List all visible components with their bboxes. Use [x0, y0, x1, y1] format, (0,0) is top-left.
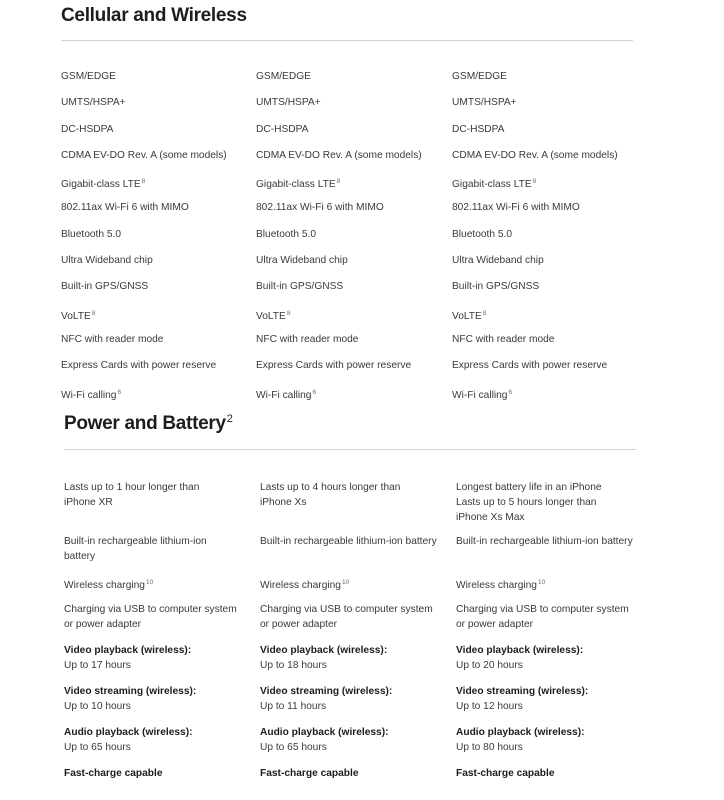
- spec-item-text: NFC with reader mode: [452, 333, 555, 345]
- spec-item: [256, 149, 446, 175]
- footnote-marker: 8: [482, 309, 487, 317]
- battery-spec-item: [456, 534, 646, 549]
- spec-item: [61, 228, 251, 254]
- battery-spec-item: [64, 725, 254, 755]
- footnote-marker: 8: [336, 178, 341, 186]
- battery-spec-text: or power adapter: [456, 619, 534, 630]
- spec-item: [256, 228, 446, 254]
- spec-item: [256, 70, 446, 96]
- battery-spec-item: [456, 766, 646, 781]
- spec-item-text: Ultra Wideband chip: [452, 255, 544, 267]
- battery-spec-text: Up to 80 hours: [456, 742, 523, 753]
- spec-item-text: DC-HSDPA: [256, 123, 309, 135]
- spec-item-text: UMTS/HSPA+: [256, 97, 321, 109]
- battery-spec-item: [456, 725, 646, 755]
- spec-item: [256, 280, 446, 306]
- spec-item: [452, 96, 642, 122]
- spec-item-text: 802.11ax Wi-Fi 6 with MIMO: [256, 202, 384, 214]
- spec-item: [256, 333, 446, 359]
- battery-spec-text: Up to 12 hours: [456, 701, 523, 712]
- battery-spec-text: battery: [64, 551, 96, 562]
- spec-item-text: Express Cards with power reserve: [452, 360, 608, 372]
- battery-spec-item: [456, 575, 646, 593]
- spec-item: [452, 175, 642, 201]
- spec-item-text: NFC with reader mode: [256, 333, 359, 345]
- battery-spec-item: [64, 602, 254, 632]
- battery-spec-label: Audio playback (wireless):: [456, 727, 585, 738]
- cellular-column-1: [61, 70, 251, 412]
- battery-spec-text: or power adapter: [64, 619, 142, 630]
- spec-item: [61, 333, 251, 359]
- spec-item: [256, 254, 446, 280]
- battery-spec-text: Lasts up to 5 hours longer than: [456, 497, 597, 508]
- spec-item-text: GSM/EDGE: [256, 71, 311, 82]
- section-divider: [61, 40, 633, 41]
- spec-item: [61, 359, 251, 385]
- spec-item-text: Bluetooth 5.0: [61, 228, 122, 240]
- battery-spec-text: Up to 65 hours: [260, 742, 327, 753]
- battery-spec-label: Video streaming (wireless):: [456, 686, 589, 697]
- spec-item: [452, 280, 642, 306]
- spec-item-text: VoLTE: [61, 310, 91, 322]
- battery-spec-item: [456, 602, 646, 632]
- battery-spec-item: [260, 725, 450, 755]
- footnote-marker: 10: [537, 579, 546, 586]
- battery-spec-text: Wireless charging$^{10}$: [260, 579, 350, 591]
- spec-item-text: CDMA EV-DO Rev. A (some models): [256, 149, 422, 161]
- spec-item-text: Ultra Wideband chip: [256, 255, 348, 267]
- spec-item-text: Bluetooth 5.0: [256, 228, 317, 240]
- battery-spec-text: Up to 11 hours: [260, 701, 327, 712]
- spec-item: [61, 386, 251, 412]
- spec-item-text: Express Cards with power reserve: [256, 360, 412, 372]
- battery-spec-label: Fast-charge capable: [64, 768, 163, 779]
- spec-item-text: CDMA EV-DO Rev. A (some models): [61, 149, 227, 161]
- spec-item: [452, 149, 642, 175]
- battery-spec-label: Audio playback (wireless):: [260, 727, 389, 738]
- footnote-marker: 6: [508, 388, 513, 396]
- spec-item-text: Gigabit-class LTE: [61, 179, 141, 191]
- footnote-marker: 8: [141, 178, 146, 186]
- spec-item-text: GSM/EDGE: [452, 71, 507, 82]
- spec-item-text: NFC with reader mode: [61, 333, 164, 345]
- cellular-column-2: [256, 70, 446, 412]
- battery-spec-text: Lasts up to 1 hour longer than: [64, 482, 200, 493]
- spec-item-text: Bluetooth 5.0: [452, 228, 513, 240]
- battery-spec-item: [456, 643, 646, 673]
- spec-item-text: 802.11ax Wi-Fi 6 with MIMO: [61, 202, 189, 214]
- spec-item-text: Built-in GPS/GNSS: [256, 281, 344, 293]
- spec-item: [452, 386, 642, 412]
- battery-spec-text: Up to 17 hours: [64, 660, 131, 671]
- spec-item-text: DC-HSDPA: [452, 123, 505, 135]
- battery-spec-item: [260, 480, 450, 510]
- battery-spec-text: Charging via USB to computer system: [260, 604, 433, 615]
- battery-spec-item: [64, 766, 254, 781]
- spec-item: [452, 254, 642, 280]
- spec-item: [452, 123, 642, 149]
- battery-spec-text: Built-in rechargeable lithium-ion: [64, 536, 207, 547]
- spec-item: [61, 201, 251, 227]
- battery-spec-item: [260, 602, 450, 632]
- spec-item: [256, 201, 446, 227]
- footnote-marker: 8: [91, 309, 96, 317]
- spec-item: [452, 333, 642, 359]
- battery-spec-item: [456, 480, 646, 525]
- battery-spec-text: Built-in rechargeable lithium-ion battery: [456, 536, 633, 547]
- battery-spec-label: Video playback (wireless):: [64, 645, 192, 656]
- power-battery-heading: [64, 413, 233, 435]
- spec-item: [452, 201, 642, 227]
- spec-item-text: UMTS/HSPA+: [452, 97, 517, 109]
- spec-item: [256, 96, 446, 122]
- spec-item-text: Gigabit-class LTE: [256, 179, 336, 191]
- spec-item-text: VoLTE: [452, 310, 482, 322]
- battery-spec-text: Charging via USB to computer system: [456, 604, 629, 615]
- battery-spec-text: Up to 10 hours: [64, 701, 131, 712]
- battery-spec-label: Fast-charge capable: [260, 768, 359, 779]
- battery-spec-item: [64, 643, 254, 673]
- spec-item-text: Gigabit-class LTE: [452, 179, 532, 191]
- battery-spec-text: iPhone Xs: [260, 497, 307, 508]
- spec-item-text: CDMA EV-DO Rev. A (some models): [452, 149, 618, 161]
- spec-item: [61, 149, 251, 175]
- spec-item-text: Wi-Fi calling: [256, 389, 312, 401]
- battery-spec-text: Charging via USB to computer system: [64, 604, 237, 615]
- battery-spec-label: Fast-charge capable: [456, 768, 555, 779]
- spec-item-text: Wi-Fi calling: [61, 389, 117, 401]
- spec-item: [61, 96, 251, 122]
- spec-item-text: Wi-Fi calling: [452, 389, 508, 401]
- battery-spec-label: Audio playback (wireless):: [64, 727, 193, 738]
- spec-item: [452, 70, 642, 96]
- battery-spec-item: [64, 684, 254, 714]
- battery-spec-item: [64, 575, 254, 593]
- battery-spec-item: [260, 766, 450, 781]
- battery-spec-text: Longest battery life in an iPhone: [456, 482, 602, 493]
- spec-item: [256, 359, 446, 385]
- spec-item-text: DC-HSDPA: [61, 123, 114, 135]
- spec-item: [256, 307, 446, 333]
- spec-item: [452, 228, 642, 254]
- battery-spec-item: [64, 480, 254, 510]
- battery-spec-text: Wireless charging$^{10}$: [64, 579, 154, 591]
- battery-spec-label: Video streaming (wireless):: [64, 686, 197, 697]
- battery-spec-item: [260, 643, 450, 673]
- spec-item: [256, 175, 446, 201]
- section-divider: [64, 449, 636, 450]
- footnote-marker: 8: [532, 178, 537, 186]
- battery-spec-label: Video playback (wireless):: [456, 645, 584, 656]
- spec-item: [61, 280, 251, 306]
- spec-item-text: UMTS/HSPA+: [61, 97, 126, 109]
- spec-item: [256, 386, 446, 412]
- battery-spec-text: Up to 20 hours: [456, 660, 523, 671]
- battery-spec-text: iPhone XR: [64, 497, 113, 508]
- battery-spec-text: Up to 65 hours: [64, 742, 131, 753]
- footnote-marker: 2: [226, 413, 233, 425]
- battery-spec-item: [64, 534, 254, 564]
- spec-item: [452, 359, 642, 385]
- battery-spec-label: Video playback (wireless):: [260, 645, 388, 656]
- spec-item-text: Ultra Wideband chip: [61, 255, 153, 267]
- battery-spec-text: or power adapter: [260, 619, 338, 630]
- battery-spec-text: Built-in rechargeable lithium-ion battery: [260, 536, 437, 547]
- footnote-marker: 6: [312, 388, 317, 396]
- battery-spec-text: Lasts up to 4 hours longer than: [260, 482, 401, 493]
- battery-spec-item: [260, 575, 450, 593]
- spec-item: [452, 307, 642, 333]
- spec-item-text: GSM/EDGE: [61, 71, 116, 82]
- cellular-wireless-heading: Cellular and Wireless: [61, 5, 247, 26]
- footnote-marker: 6: [117, 388, 122, 396]
- footnote-marker: 8: [286, 309, 291, 317]
- battery-spec-text: Wireless charging$^{10}$: [456, 579, 546, 591]
- footnote-marker: 10: [145, 579, 154, 586]
- battery-spec-label: Video streaming (wireless):: [260, 686, 393, 697]
- spec-item: [61, 254, 251, 280]
- battery-spec-item: [260, 534, 450, 549]
- power-battery-heading-text: Power and Battery: [64, 413, 226, 434]
- spec-item: [61, 175, 251, 201]
- cellular-column-3: [452, 70, 642, 412]
- spec-item-text: VoLTE: [256, 310, 286, 322]
- spec-item: [61, 70, 251, 96]
- battery-spec-text: iPhone Xs Max: [456, 512, 525, 523]
- spec-item: [256, 123, 446, 149]
- battery-spec-text: Up to 18 hours: [260, 660, 327, 671]
- footnote-marker: 10: [341, 579, 350, 586]
- spec-item-text: Express Cards with power reserve: [61, 360, 217, 372]
- battery-spec-item: [456, 684, 646, 714]
- spec-item: [61, 123, 251, 149]
- battery-spec-item: [260, 684, 450, 714]
- spec-item-text: Built-in GPS/GNSS: [452, 281, 540, 293]
- spec-item-text: Built-in GPS/GNSS: [61, 281, 149, 293]
- spec-item: [61, 307, 251, 333]
- spec-item-text: 802.11ax Wi-Fi 6 with MIMO: [452, 202, 580, 214]
